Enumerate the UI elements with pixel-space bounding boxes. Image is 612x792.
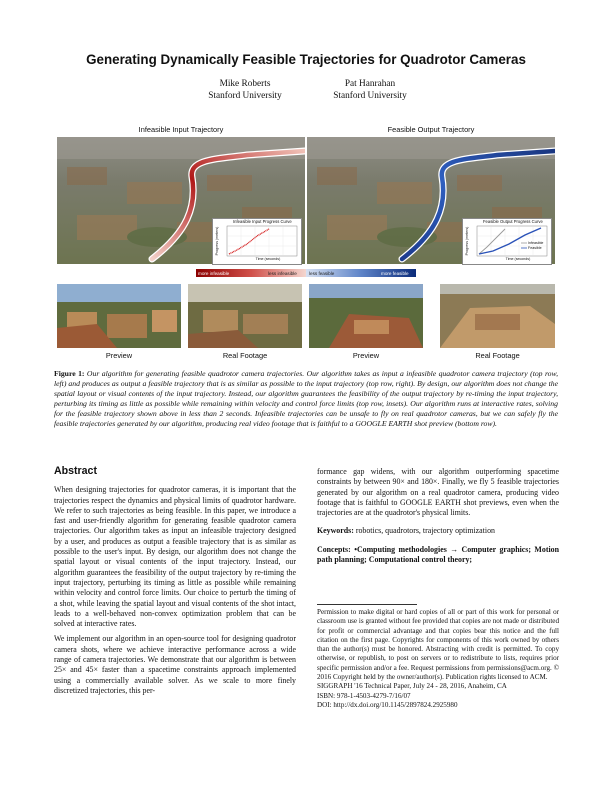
author-block-1	[190, 78, 300, 102]
inset-progress-curve-infeasible	[212, 218, 302, 265]
bottom-label-footage-1: Real Footage	[222, 351, 268, 360]
keywords	[317, 526, 559, 536]
inset-ylabel: Progress (meters)	[215, 226, 219, 256]
author-affiliation: Stanford University	[208, 91, 282, 101]
abstract-heading: Abstract	[54, 465, 97, 477]
inset-legend-infeasible: Infeasible	[528, 241, 544, 245]
concepts	[317, 545, 559, 566]
figure-label-input: Infeasible Input Trajectory	[138, 125, 224, 134]
real-footage-image-1	[188, 284, 302, 348]
venue-line: SIGGRAPH '16 Technical Paper, July 24 - 28, 2016, Anaheim, CA	[317, 682, 507, 691]
figure-label-output: Feasible Output Trajectory	[387, 125, 475, 134]
permission-notice	[317, 608, 559, 710]
keywords-label: Keywords:	[317, 526, 354, 536]
author-block-2	[315, 78, 425, 102]
inset-xlabel: Time (seconds)	[255, 257, 281, 261]
inset-ylabel: Progress (meters)	[465, 226, 469, 256]
abstract-section	[54, 466, 296, 701]
author-name: Pat Hanrahan	[344, 79, 396, 89]
figure-caption	[54, 369, 558, 430]
bottom-label-preview-1: Preview	[105, 351, 133, 360]
paper-title: Generating Dynamically Feasible Trajectories for Quadrotor Cameras	[86, 52, 526, 67]
preview-image-1	[57, 284, 181, 348]
abstract-paragraph-1: When designing trajectories for quadrotor cameras, it is important that the trajectories respect the dynamics and physical limits of quadrotor hardware. We refer to such trajectories as being feasible. In this paper, we introduce a fast and user-friendly algorithm for generating feasible quadrotor camera trajectories. Our algorithm takes as input an infeasible trajectory designed by a user, and produces as output a feasible trajectory that is as similar as possible to the user's input. By design, our algorithm does not change the spatial layout or visual contents of the input trajectory. Instead, our algorithm guarantees the feasibility of the output trajectory by re-timing the input trajectory, perturbing its timing as little as possible while remaining within velocity and control force limits. Our choice to perturb the timing of a shot, while leaving the spatial layout and visual contents of the shot intact, leads to a well-behaved non-convex optimization problem that can be solved at interactive rates.	[54, 485, 296, 629]
bottom-label-footage-2: Real Footage	[475, 351, 520, 360]
preview-image-2	[309, 284, 423, 348]
colorbar-label-less-feasible: less feasible	[309, 270, 335, 276]
inset-xlabel: Time (seconds)	[505, 257, 531, 261]
footnote-rule	[317, 604, 417, 605]
concepts-label: Concepts:	[317, 544, 351, 554]
author-affiliation: Stanford University	[333, 91, 407, 101]
abstract-continuation	[317, 467, 559, 570]
abstract-paragraph-3: formance gap widens, with our algorithm outperforming spacetime constraints by between 90× and 180×. Finally, we fly 5 feasible trajectories generated by our algorithm on a real quadrotor camera, producing video footage that is faithful to GOOGLE EARTH shot previews, even when the trajectories are at the quadrotor's physical limits.	[317, 467, 559, 518]
inset-title: Feasible Output Progress Curve	[483, 219, 543, 224]
abstract-paragraph-2: We implement our algorithm in an open-source tool for designing quadrotor camera shots, where we achieve interactive performance across a wide range of camera trajectories. We demonstrate that our algorithm is between 25× and 45× faster than a spacetime constraints approach implemented using a commercially available solver. As we scale to more finely discretized trajectories, this per-	[54, 634, 296, 695]
inset-title: Infeasible Input Progress Curve	[233, 219, 292, 224]
author-name: Mike Roberts	[219, 79, 271, 89]
caption-label: Figure 1:	[54, 369, 85, 378]
bottom-label-preview-2: Preview	[352, 351, 380, 360]
inset-legend-feasible: Feasible	[528, 246, 542, 250]
concepts-text: •Computing methodologies → Computer graphics; Motion path planning; Computational control theory;	[317, 544, 559, 565]
colorbar-label-more-infeasible: more infeasible	[198, 270, 230, 276]
caption-text: Our algorithm for generating feasible quadrotor camera trajectories. Our algorithm takes as input a infeasible quadrotor camera trajectory (top row, left) and produces as output a feasible trajectory that is as similar as possible to the input trajectory (top row, right). By design, our algorithm does not change the spatial layout or visual contents of the input trajectory. Instead, our algorithm guarantees the feasibility of the output trajectory by re-timing the input trajectory, perturbing its timing as little as possible while remaining within velocity and control force limits (top row, insets). Our algorithm runs at interactive rates, solving for the feasible trajectory shown above in less than 2 seconds. Infeasible trajectories can be unsafe to fly on real quadrotor cameras, but we can safely fly the feasible trajectories generated by our algorithm, producing real video footage that is faithful to a GOOGLE EARTH shot preview (bottom row).	[54, 369, 558, 429]
real-footage-image-2	[440, 284, 555, 348]
colorbar-label-more-feasible: more feasible	[381, 270, 409, 276]
doi-line: DOI: http://dx.doi.org/10.1145/2897824.2925980	[317, 700, 458, 709]
inset-progress-curve-feasible	[462, 218, 552, 265]
permission-text: Permission to make digital or hard copies of all or part of this work for personal or classroom use is granted without fee provided that copies are not made or distributed for profit or commercial advantage and that copies bear this notice and the full citation on the first page. Copyrights for components of this work owned by others than the author(s) must be honored. Abstracting with credit is permitted. To copy otherwise, or republish, to post on servers or to redistribute to lists, requires prior specific permission and/or a fee. Request permissions from permissions@acm.org. © 2016 Copyright held by the owner/author(s). Publication rights licensed to ACM.	[317, 608, 559, 682]
isbn-line: ISBN: 978-1-4503-4279-7/16/07	[317, 691, 411, 700]
colorbar-label-less-infeasible: less infeasible	[268, 270, 297, 276]
keywords-text: robotics, quadrotors, trajectory optimization	[355, 526, 495, 536]
